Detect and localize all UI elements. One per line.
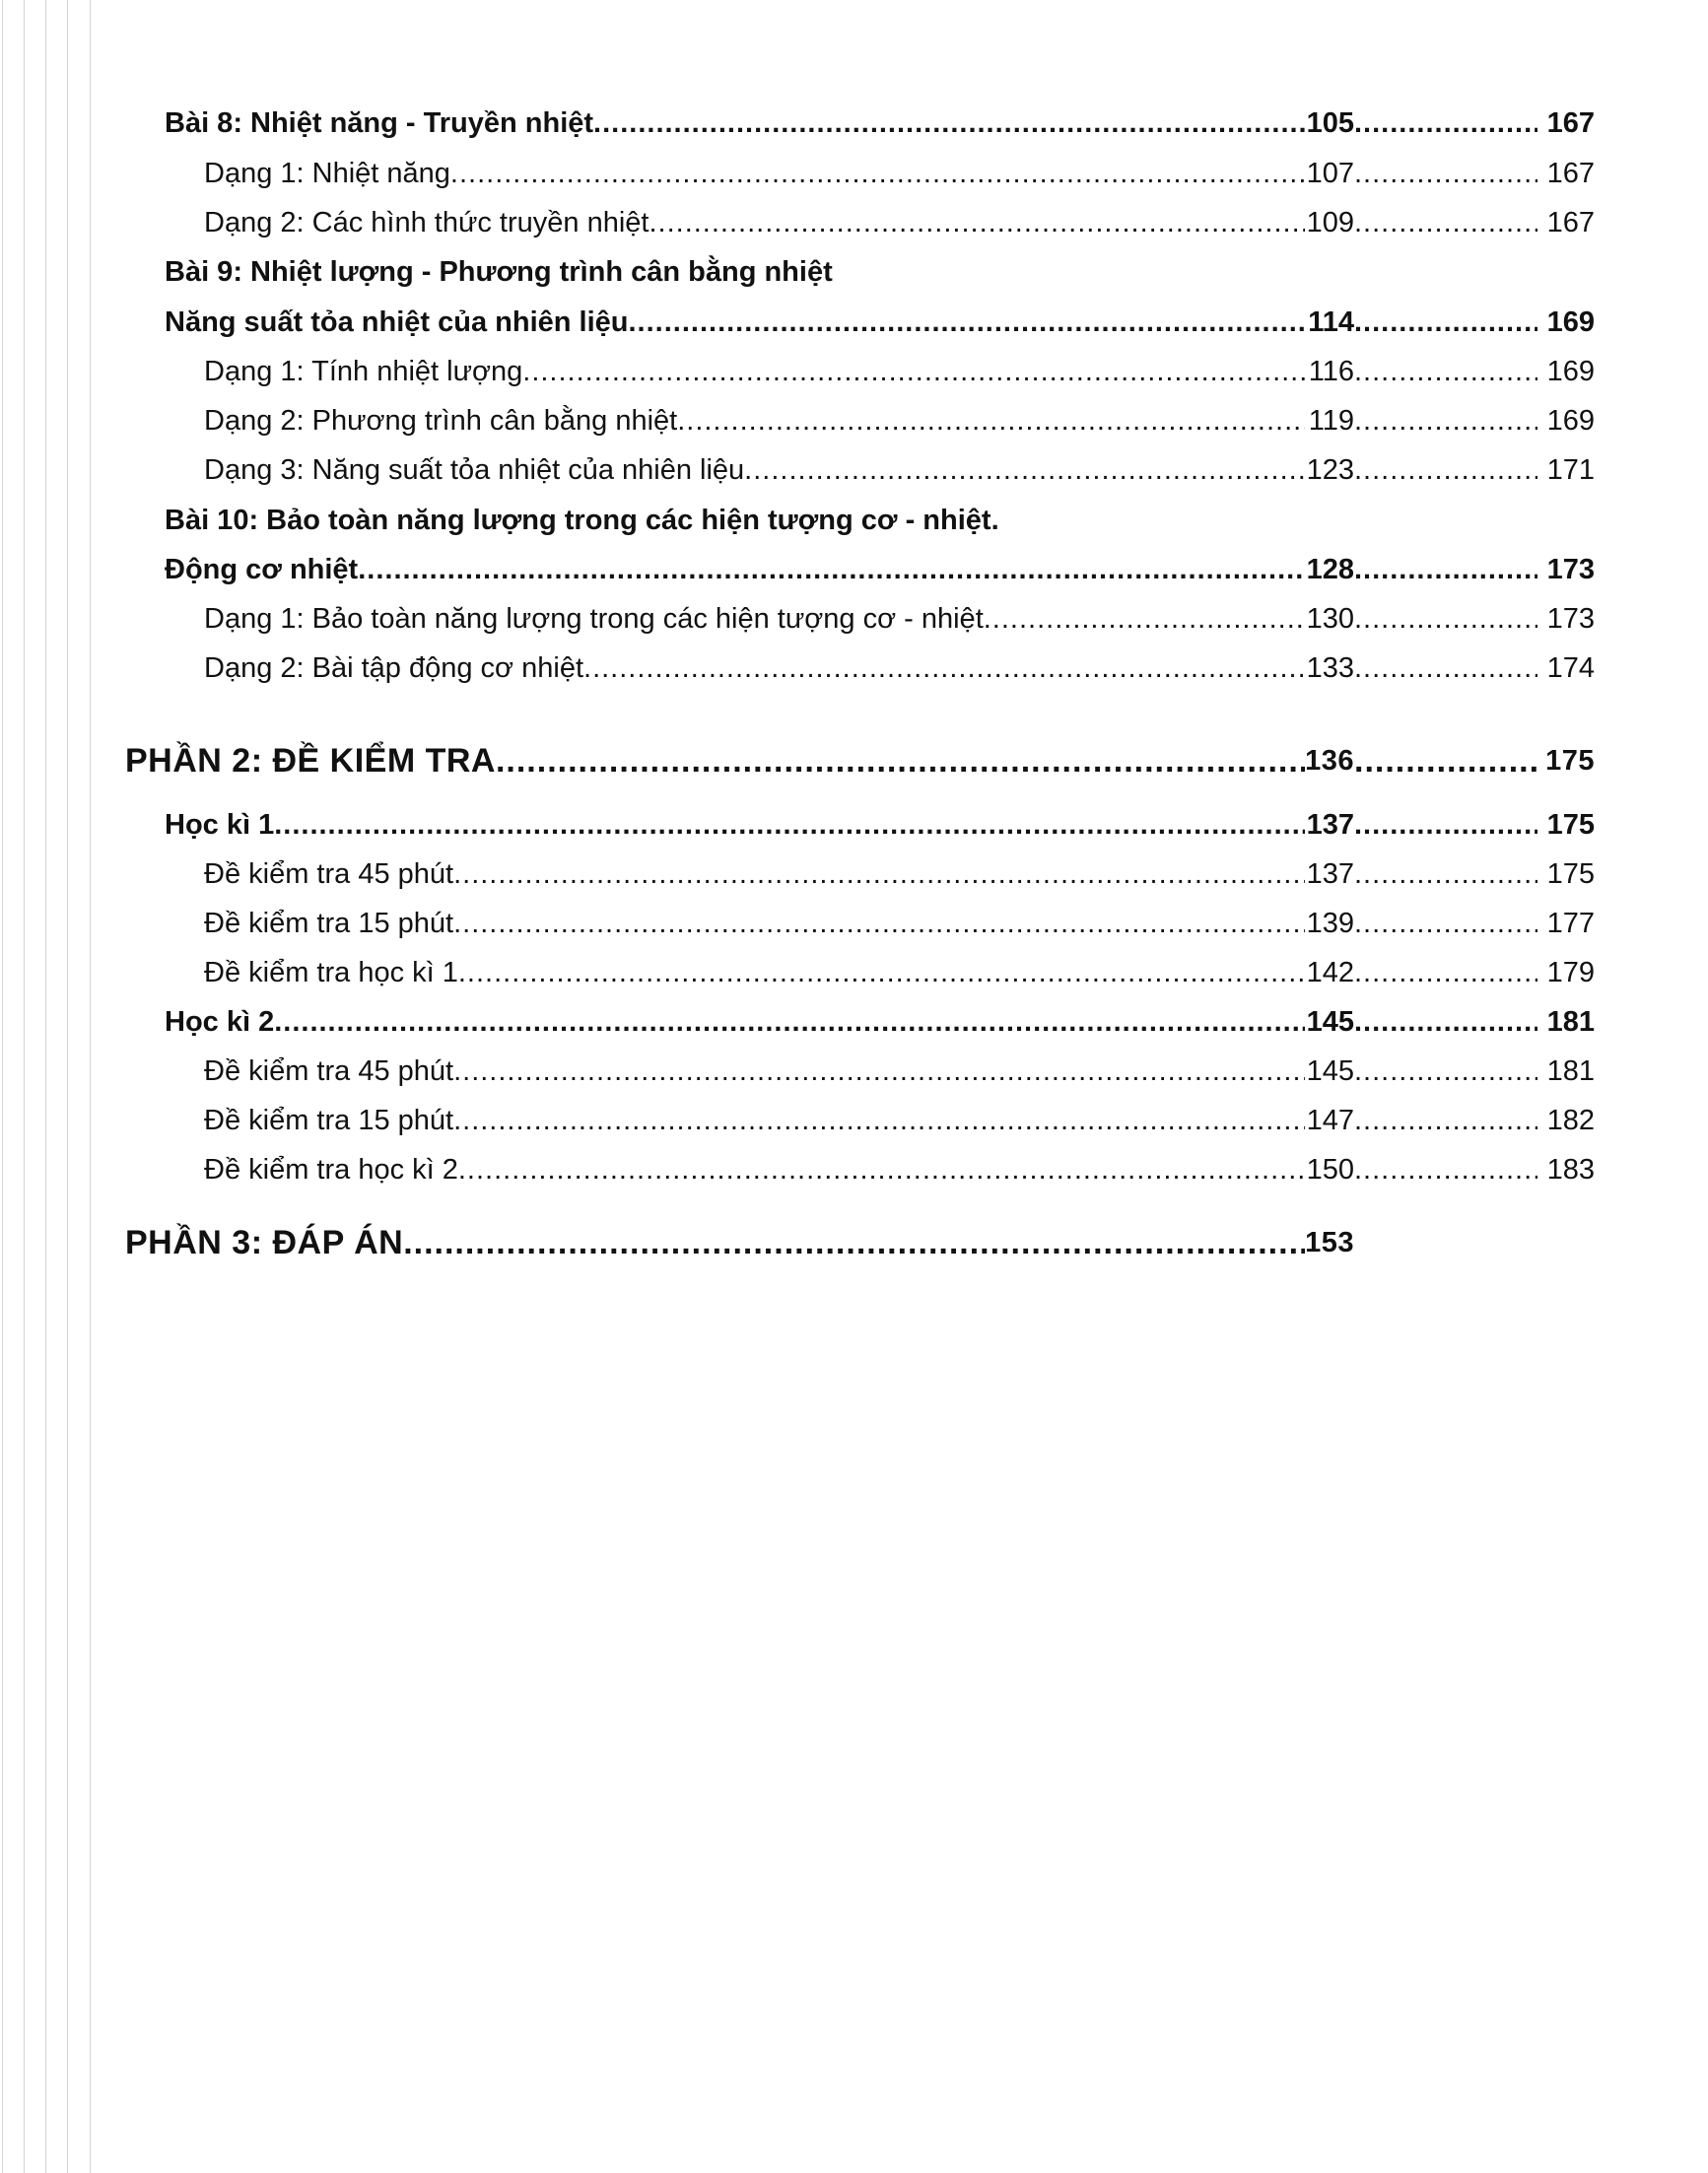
toc-page-number: 133 [1306,652,1354,684]
toc-page-number: 137 [1306,858,1354,890]
toc-entry-lesson-8[interactable] [165,106,1595,140]
toc-entry-form[interactable] [204,602,1595,636]
toc-entry-test[interactable] [204,1054,1595,1088]
toc-answer-page-number: 183 [1546,1154,1595,1186]
toc-entry-form[interactable] [204,404,1595,438]
dot-leader [274,808,1305,842]
toc-entry-test[interactable] [204,956,1595,989]
toc-entry-lesson-9[interactable] [165,255,1595,289]
dot-leader [1354,453,1537,487]
dot-leader [1354,651,1537,685]
dot-leader [496,741,1305,781]
toc-page-number: 153 [1305,1227,1354,1258]
dot-leader [744,453,1305,487]
toc-answer-page-number: 169 [1546,306,1595,338]
toc-page-number: 136 [1305,745,1354,777]
dot-leader [403,1223,1305,1262]
toc-part-2[interactable] [125,741,1595,781]
toc-entry-title: Dạng 1: Nhiệt năng [204,158,450,189]
dot-leader [583,651,1305,685]
toc-entry-title: Dạng 1: Tính nhiệt lượng [204,356,523,387]
dot-leader [1354,956,1537,989]
dot-leader [1354,808,1537,842]
toc-answer-page-number: 167 [1546,107,1595,139]
dot-leader [1354,157,1537,190]
toc-page-number: 150 [1306,1154,1354,1186]
dot-leader [358,553,1305,586]
toc-entry-title: Năng suất tỏa nhiệt của nhiên liệu [165,306,629,338]
dot-leader [453,1104,1305,1137]
toc-answer-page-number: 177 [1546,908,1595,939]
toc-entry-lesson-10-cont[interactable] [165,553,1595,586]
toc-entry-title: Đề kiểm tra 45 phút [204,1055,454,1087]
page-edge [45,0,46,2173]
toc-entry-form[interactable] [204,355,1595,388]
toc-answer-page-number: 167 [1546,207,1595,238]
toc-entry-lesson-10[interactable] [165,504,1595,537]
dot-leader [1354,553,1537,586]
page-edge [24,0,25,2173]
toc-entry-test[interactable] [204,1153,1595,1187]
toc-page-number: 105 [1306,107,1354,139]
toc-page-number: 128 [1306,554,1354,585]
toc-answer-page-number: 169 [1546,405,1595,437]
dot-leader [1354,1104,1537,1137]
toc-entry-title: Đề kiểm tra 15 phút [204,1105,454,1136]
dot-leader [458,956,1305,989]
toc-entry-form[interactable] [204,206,1595,239]
dot-leader [984,602,1305,636]
toc-entry-title: PHẦN 3: ĐÁP ÁN [125,1224,404,1261]
toc-answer-page-number: 181 [1546,1055,1595,1087]
toc-answer-page-number: 175 [1546,858,1595,890]
toc-answer-page-number: 174 [1546,652,1595,684]
toc-entry-title: Dạng 2: Các hình thức truyền nhiệt [204,207,649,238]
toc-entry-title: Dạng 2: Phương trình cân bằng nhiệt [204,405,678,437]
toc-page-number: 145 [1306,1055,1354,1087]
toc-page-number: 130 [1306,603,1354,635]
toc-page-number: 139 [1306,908,1354,939]
page-edge [90,0,91,2173]
toc-entry-title: Dạng 3: Năng suất tỏa nhiệt của nhiên liệu [204,454,745,486]
page-edge [2,0,3,2173]
toc-entry-title: Đề kiểm tra 45 phút [204,858,454,890]
toc-entry-title: Dạng 1: Bảo toàn năng lượng trong các hiện tượng cơ - nhiệt [204,603,984,635]
dot-leader [649,206,1305,239]
toc-page-number: 114 [1308,306,1354,338]
toc-entry-title: Bài 9: Nhiệt lượng - Phương trình cân bằng nhiệt [165,256,833,288]
dot-leader [453,1054,1305,1088]
dot-leader [1354,907,1537,940]
toc-answer-page-number: 182 [1546,1105,1595,1136]
toc-entry-title: Học kì 2 [165,1006,275,1038]
toc-page-number: 119 [1308,405,1354,437]
dot-leader [1354,1153,1537,1187]
toc-entry-title: Động cơ nhiệt [165,554,359,585]
dot-leader [274,1005,1305,1039]
toc-answer-page-number: 179 [1546,957,1595,988]
dot-leader [629,306,1306,339]
dot-leader [677,404,1305,438]
toc-answer-page-number: 175 [1545,745,1595,777]
toc-entry-title: Bài 10: Bảo toàn năng lượng trong các hiện tượng cơ - nhiệt. [165,505,999,536]
toc-part-3[interactable] [125,1223,1595,1262]
page-edge [67,0,68,2173]
dot-leader [1354,1005,1537,1039]
toc-entry-title: Đề kiểm tra 15 phút [204,908,454,939]
toc-entry-form[interactable] [204,651,1595,685]
toc-answer-page-number: 173 [1546,554,1595,585]
toc-entry-semester-1[interactable] [165,808,1595,842]
toc-page-number: 137 [1306,809,1354,841]
toc-entry-test[interactable] [204,907,1595,940]
dot-leader [1354,1054,1537,1088]
dot-leader [1354,602,1537,636]
toc-entry-title: Học kì 1 [165,809,275,841]
dot-leader [458,1153,1305,1187]
toc-page-number: 147 [1306,1105,1354,1136]
toc-entry-title: Đề kiểm tra học kì 2 [204,1154,458,1186]
toc-answer-page-number: 171 [1546,454,1595,486]
toc-answer-page-number: 173 [1546,603,1595,635]
toc-answer-page-number: 167 [1546,158,1595,189]
toc-entry-semester-2[interactable] [165,1005,1595,1039]
toc-page-number: 145 [1306,1006,1354,1038]
dot-leader [1354,106,1537,140]
toc-page-number: 123 [1306,454,1354,486]
dot-leader [450,157,1305,190]
dot-leader [1354,206,1537,239]
toc-entry-test[interactable] [204,857,1595,891]
toc-entry-title: Dạng 2: Bài tập động cơ nhiệt [204,652,584,684]
dot-leader [1354,741,1537,781]
toc-entry-title: Đề kiểm tra học kì 1 [204,957,458,988]
toc-answer-page-number: 169 [1546,356,1595,387]
toc-answer-page-number: 181 [1546,1006,1595,1038]
toc-answer-page-number: 175 [1546,809,1595,841]
toc-entry-title: Bài 8: Nhiệt năng - Truyền nhiệt [165,107,594,139]
dot-leader [453,907,1305,940]
dot-leader [1354,857,1537,891]
toc-page-number: 109 [1306,207,1354,238]
dot-leader [522,355,1305,388]
toc-entry-form[interactable] [204,157,1595,190]
toc-entry-form[interactable] [204,453,1595,487]
dot-leader [1354,355,1537,388]
toc-page-number: 142 [1306,957,1354,988]
toc-page-number: 116 [1308,356,1354,387]
toc-entry-lesson-9-cont[interactable] [165,306,1595,339]
toc-entry-title: PHẦN 2: ĐỀ KIỂM TRA [125,742,496,780]
dot-leader [453,857,1305,891]
toc-page-number: 107 [1306,158,1354,189]
dot-leader [1354,404,1537,438]
toc-entry-test[interactable] [204,1104,1595,1137]
dot-leader [1354,306,1537,339]
dot-leader [593,106,1305,140]
